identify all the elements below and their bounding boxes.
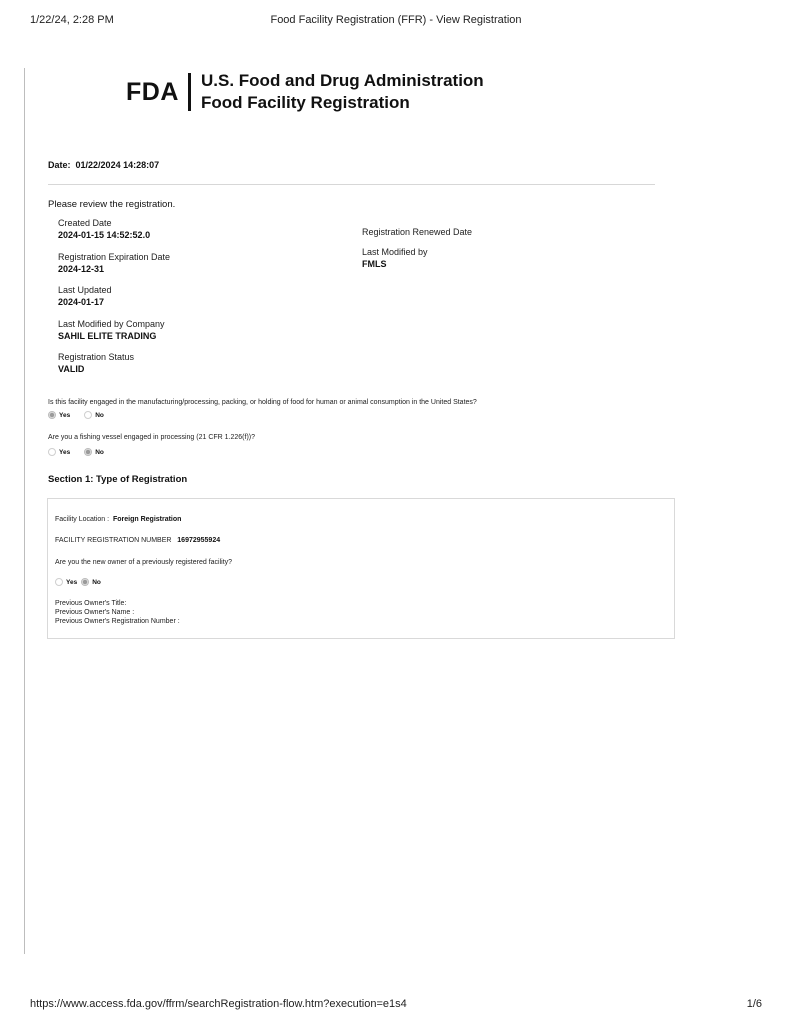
field-value: FMLS [362,259,387,269]
radio-unselected-icon[interactable] [48,448,56,456]
field-value: 2024-12-31 [58,264,105,274]
question-fishing-vessel: Are you a fishing vessel engaged in processing (21 CFR 1.226(f))? [48,434,255,441]
previous-owner-title: Previous Owner's Title: [55,600,127,607]
radio-unselected-icon[interactable] [84,411,92,419]
last-modified-company-field [58,318,165,342]
radio-label: No [95,411,104,419]
field-label: Last Modified by [362,247,428,257]
report-date [48,160,159,170]
field-value: SAHIL ELITE TRADING [58,331,157,341]
last-updated-field [58,284,112,308]
field-value: VALID [58,364,85,374]
field-label: Last Updated [58,285,112,295]
section-1-title: Section 1: Type of Registration [48,474,188,485]
facility-location-line [55,516,181,523]
facility-location-value: Foreign Registration [112,516,182,523]
radio-label: Yes [59,411,71,419]
radio-label: Yes [66,578,78,586]
report-date-label: Date: [48,160,71,170]
renewed-date-field [362,226,472,238]
previous-owner-name: Previous Owner's Name : [55,609,135,616]
created-date-field [58,217,150,241]
previous-owner-registration-number: Previous Owner's Registration Number : [55,618,180,625]
radio-label: No [92,578,101,586]
new-owner-question: Are you the new owner of a previously registered facility? [55,559,233,566]
registration-number-label: FACILITY REGISTRATION NUMBER [55,537,172,544]
radio-selected-icon[interactable] [84,448,92,456]
brand-divider [188,73,191,111]
radio-label: Yes [59,448,71,456]
divider [48,184,655,185]
registration-status-field [58,351,134,375]
field-label: Registration Status [58,352,135,362]
fda-logo: FDA [126,78,179,106]
field-value: 2024-01-17 [58,297,105,307]
brand-title-line2: Food Facility Registration [201,93,410,112]
field-value: 2024-01-15 14:52:52.0 [58,230,151,240]
type-of-registration-panel [47,498,675,639]
field-label: Last Modified by Company [58,319,165,329]
radio-label: No [95,448,104,456]
page-number: 1/6 [746,998,762,1010]
print-datetime: 1/22/24, 2:28 PM [30,14,114,26]
print-page-title: Food Facility Registration (FFR) - View Registration [270,14,522,26]
left-border-rule [24,68,25,954]
radio-option-no[interactable] [81,578,101,586]
radio-option-yes[interactable] [55,578,77,586]
expiration-date-field [58,251,170,275]
field-label: Registration Expiration Date [58,252,171,262]
field-label: Created Date [58,218,112,228]
radio-unselected-icon[interactable] [55,578,63,586]
registration-number-line [55,537,220,544]
radio-option-yes[interactable] [48,411,70,419]
question-fishing-vessel-options [48,448,118,456]
field-label: Registration Renewed Date [362,227,473,237]
radio-selected-icon[interactable] [48,411,56,419]
radio-option-no[interactable] [84,411,104,419]
brand-title [201,70,484,114]
question-food-facility-options [48,411,118,419]
radio-option-no[interactable] [84,448,104,456]
page-url: https://www.access.fda.gov/ffrm/searchRegistration-flow.htm?execution=e1s4 [30,998,407,1010]
question-food-facility: Is this facility engaged in the manufacturing/processing, packing, or holding of food for human or animal consumption in the United States? [48,399,477,406]
brand-title-line1: U.S. Food and Drug Administration [201,71,484,90]
review-instruction: Please review the registration. [48,199,176,210]
last-modified-by-field [362,246,428,270]
facility-location-label: Facility Location : [55,516,110,523]
report-date-value: 01/22/2024 14:28:07 [75,160,160,170]
radio-option-yes[interactable] [48,448,70,456]
radio-selected-icon[interactable] [81,578,89,586]
new-owner-options [55,578,115,586]
registration-number-value: 16972955924 [177,537,221,544]
